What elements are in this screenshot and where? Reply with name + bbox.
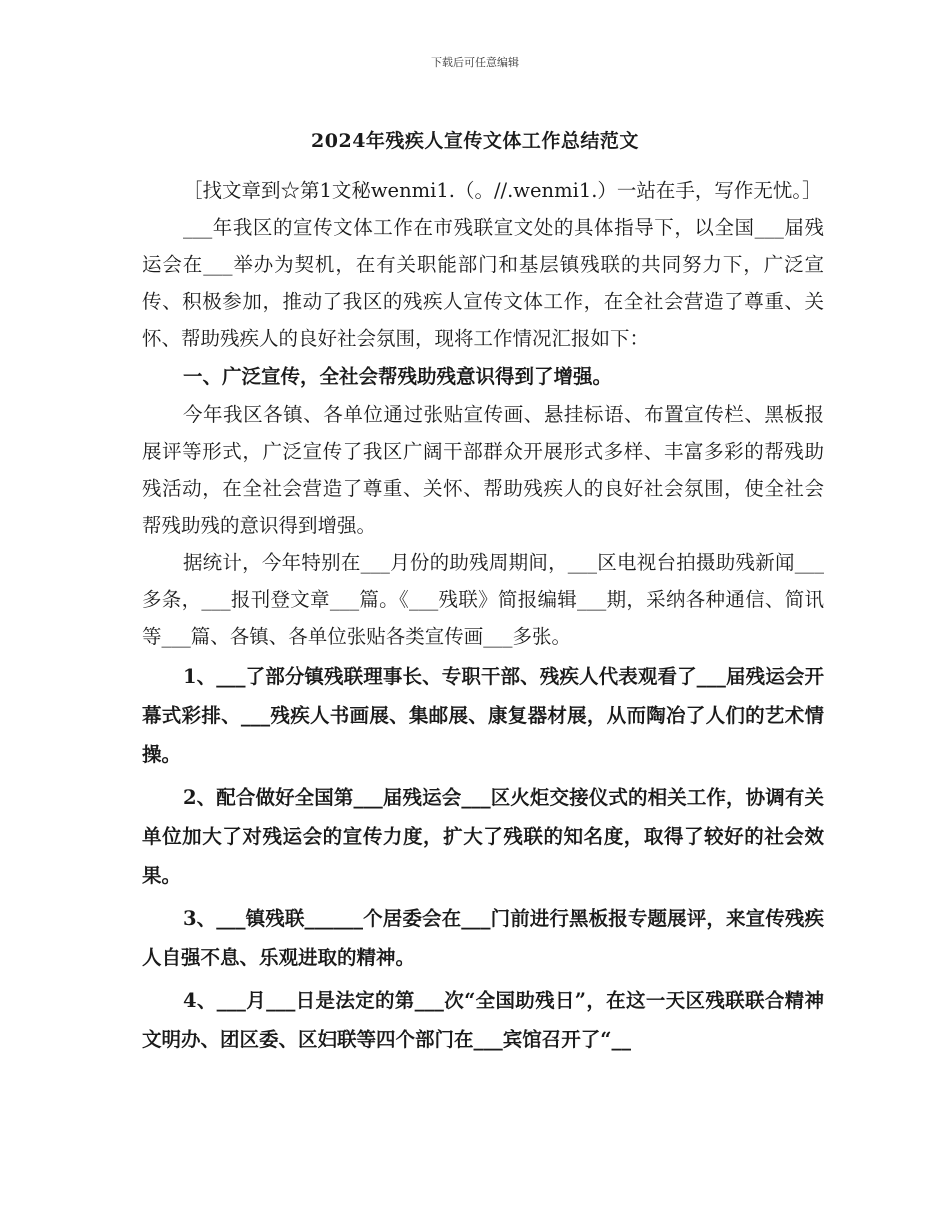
document-title: 2024年残疾人宣传文体工作总结范文	[311, 130, 639, 152]
header-note: 下载后可任意编辑	[431, 56, 519, 69]
body-paragraph: 今年我区各镇、各单位通过张贴宣传画、悬挂标语、布置宣传栏、黑板报展评等形式，广泛宣传了我区广阔干部群众开展形式多样、丰富多彩的帮残助残活动，在全社会营造了尊重、关怀、帮助残疾人的良好社会氛围，使全社会帮残助残的意识得到增强。	[142, 403, 824, 537]
intro-paragraph: ___年我区的宣传文体工作在市残联宣文处的具体指导下，以全国___届残运会在___举办为契机，在有关职能部门和基层镇残联的共同努力下，广泛宣传、积极参加，推动了我区的残疾人宣传文体工作，在全社会营造了尊重、关怀、帮助残疾人的良好社会氛围，现将工作情况汇报如下：	[142, 216, 824, 350]
statistics-paragraph: 据统计，今年特别在___月份的助残周期间，___区电视台拍摄助残新闻___多条，___报刊登文章___篇。《___残联》简报编辑___期，采纳各种通信、简讯等___篇、各镇、各单位张贴各类宣传画___多张。	[142, 551, 824, 648]
list-item: 3、___镇残联______个居委会在___门前进行黑板报专题展评，来宣传残疾人自强不息、乐观进取的精神。	[142, 907, 824, 969]
list-item: 4、___月___日是法定的第___次“全国助残日”，在这一天区残联联合精神文明办、团区委、区妇联等四个部门在___宾馆召开了“__	[142, 989, 824, 1051]
list-item: 1、___了部分镇残联理事长、专职干部、残疾人代表观看了___届残运会开幕式彩排、___残疾人书画展、集邮展、康复器材展，从而陶冶了人们的艺术情操。	[142, 665, 824, 766]
document-body	[142, 172, 824, 1059]
source-note-paragraph: ［找文章到☆第1文秘wenmi1.（。//.wenmi1.）一站在手，写作无忧。］	[182, 179, 822, 202]
list-item: 2、配合做好全国第___届残运会___区火炬交接仪式的相关工作，协调有关单位加大了对残运会的宣传力度，扩大了残联的知名度，取得了较好的社会效果。	[142, 786, 824, 887]
section-heading: 一、广泛宣传，全社会帮残助残意识得到了增强。	[182, 365, 612, 388]
